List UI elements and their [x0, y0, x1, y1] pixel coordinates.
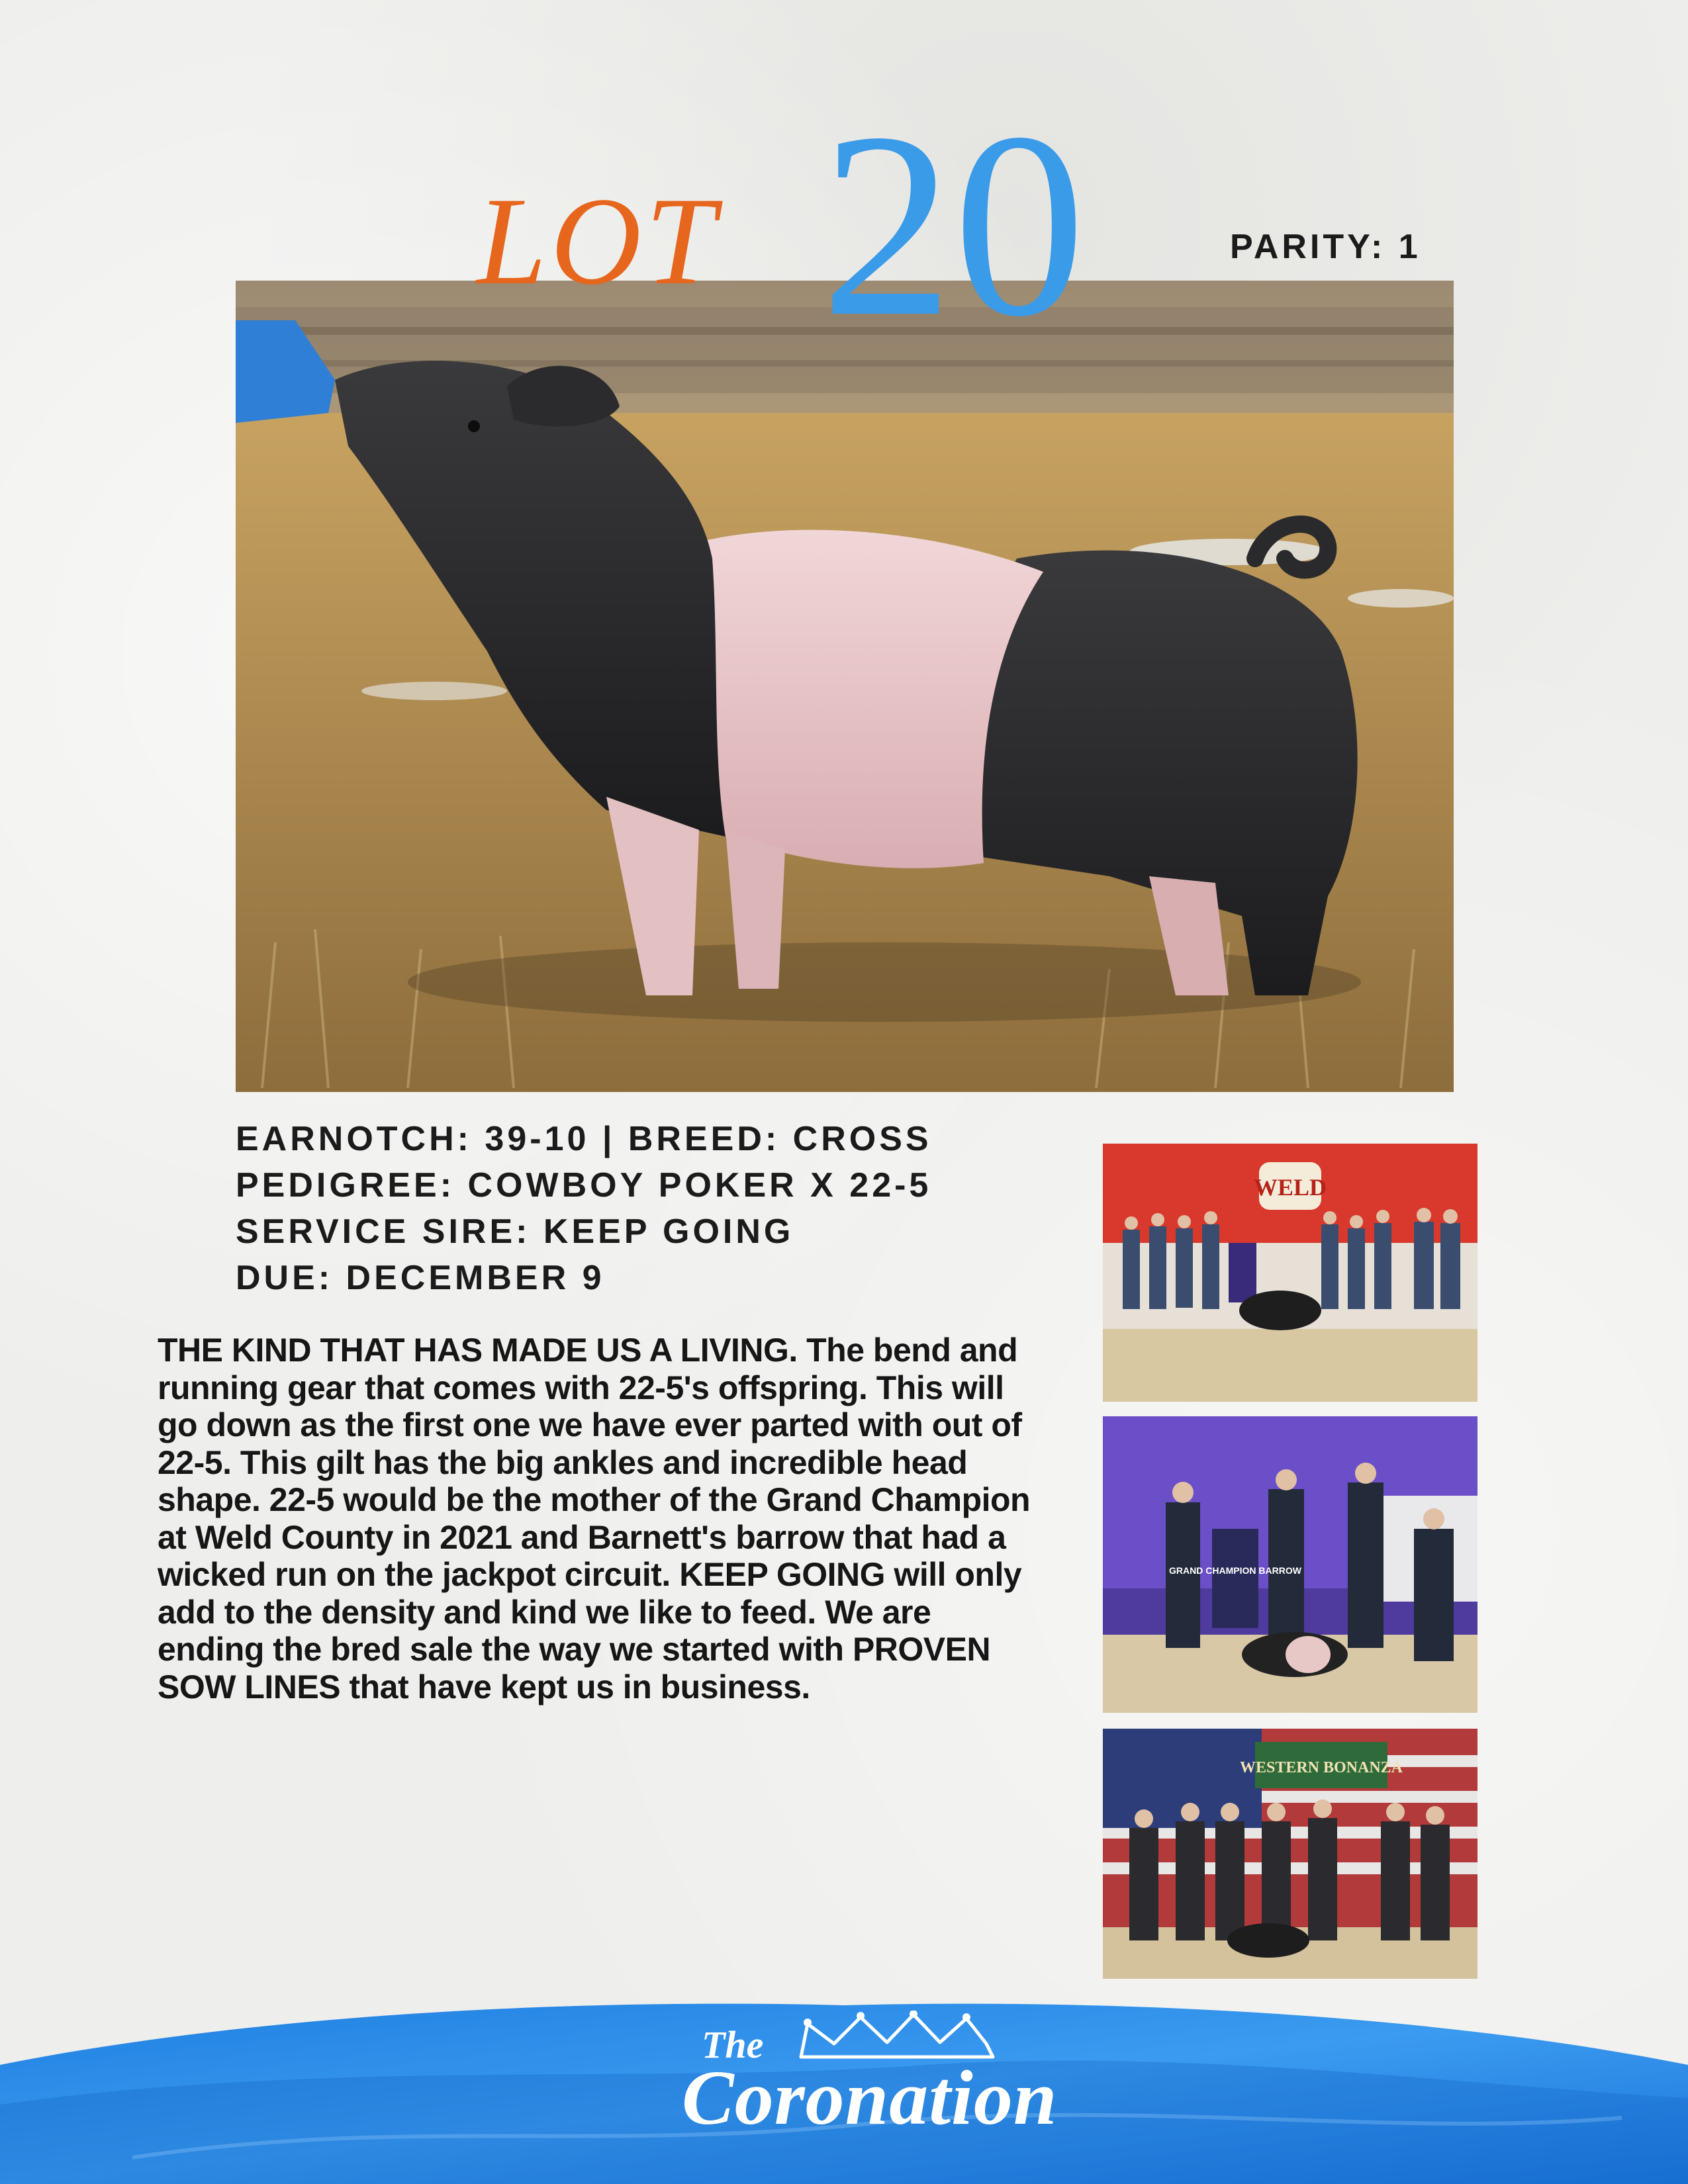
lot-number: 20 [821, 78, 1086, 371]
pedigree-line: PEDIGREE: COWBOY POKER X 22-5 [236, 1166, 932, 1205]
hero-pig-illustration [236, 281, 1454, 1092]
barrow-photo-illustration [1103, 1416, 1477, 1713]
earnotch-breed-line: EARNOTCH: 39-10 | BREED: CROSS [236, 1120, 932, 1158]
logo-the-text: The [702, 2023, 764, 2066]
weld-photo-illustration [1103, 1144, 1477, 1402]
lot-description: THE KIND THAT HAS MADE US A LIVING. The bend and running gear that comes with 22-5's offspring. This will go down as the first one we have ever parted with out of 22-5. This gilt has the big ankles and incredible head shape. 22-5 would be the mother of the Grand Champion at Weld County in 2021 and Barnett's barrow that had a wicked run on the jackpot circuit. KEEP GOING will only add to the density and kind we like to feed. We are ending the bred sale the way we started with PROVEN SOW LINES that have kept us in business. [158, 1332, 1031, 1706]
hero-pig-photo [236, 281, 1454, 1092]
western-bonanza-champion-photo [1103, 1729, 1477, 1979]
grand-champion-barrow-photo [1103, 1416, 1477, 1713]
parity-label: PARITY: 1 [1230, 228, 1421, 266]
barrow-banner-text: GRAND CHAMPION BARROW [1169, 1565, 1301, 1576]
weld-banner-text: WELD [1253, 1174, 1327, 1201]
coronation-logo: Coronation [682, 2054, 1058, 2141]
lot-label: LOT [477, 172, 720, 311]
due-date-line: DUE: DECEMBER 9 [236, 1259, 605, 1297]
bonanza-photo-illustration [1103, 1729, 1477, 1979]
weld-grand-champion-photo [1103, 1144, 1477, 1402]
service-sire-line: SERVICE SIRE: KEEP GOING [236, 1212, 794, 1251]
bonanza-banner-text: WESTERN BONANZA [1239, 1759, 1403, 1776]
